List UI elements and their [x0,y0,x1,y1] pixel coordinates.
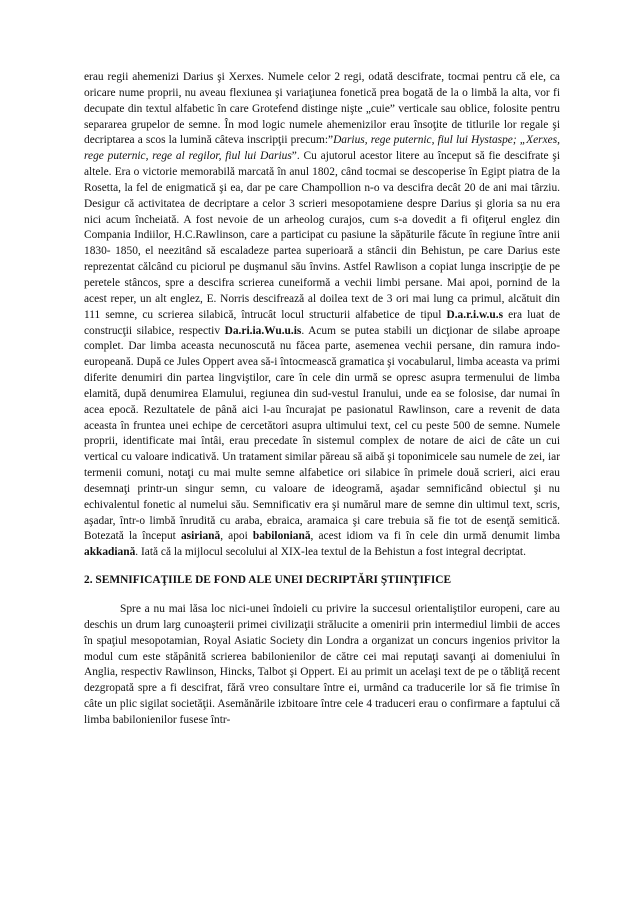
paragraph-text: . Acum se putea stabili un dicţionar de silabe aproape complet. Dar limba aceasta necunoscută nu făcea parte, asemenea vechii persane, din ramura indo-europeană. După ce Jules Oppert avea să-i întocmească gramatica şi vocabularul, limba aceasta va primi diferite denumiri din partea lingviştilor, care în cele din urmă se opresc asupra termenului de limba elamită, după denumirea Elamului, regiunea din sud-vestul Iranului, unde ea se folosise, dar numai în acea epocă. Rezultatele de până aici l-au încurajat pe pasionatul Rawlinson, care a revenit de data aceasta în fruntea unei echipe de cercetători asupra ultimului text, cel cu peste 500 de semne. Numele proprii, identificate mai întâi, erau precedate în sistemul complex de notare de aici de câte un cui vertical cu valoare indicativă. Un tratament similar păreau să aibă şi toponimicele sau numele de zei, iar termenii comuni, notaţi cu mai multe semne alfabetice ori silabice în primele două scrieri, aici erau desemnaţi printr-un singur semn, cu valoare de ideogramă, aşadar semnificând obiectul şi nu echivalentul fonetic al numelui său. Semnificativ era şi numărul mare de semne din ultimul text, scris, aşadar, într-o limbă înrudită cu araba, ebraica, aramaica şi care trebuia să fie tot de esenţă semitică. Botezată la început [84,324,560,543]
bold-term-akkadiana: akkadiană [84,546,136,559]
bold-term-babiloniana: babiloniană [252,530,311,543]
paragraph-royal-asiatic-society: Spre a nu mai lăsa loc nici-unei îndoieli cu privire la succesul orientaliştilor europeni, care au deschis un drum larg cunoaşterii primei civilizaţii strălucite a omenirii prin intermediul limbii de acces în spaţiul mesopotamian, Royal Asiatic Society din Londra a organizat un concurs ingenios privitor la modul cum este stăpânită scrierea babilonienilor de către cei mai reputaţi savanţi ai domeniului în Anglia, respectiv Rawlinson, Hincks, Talbot şi Oppert. Ei au primit un acelaşi text de pe o tăbliţă recent dezgropată spre a fi descifrat, fără vreo consultare între ei, urmând ca traducerile lor să fie trimise în câte un plic sigilat societăţii. Asemănările izbitoare între cele 4 traduceri erau o confirmare a faptului că limba babilonienilor fusese într- [84,603,560,726]
paragraph-text: ”. Cu ajutorul acestor litere au început să fie descifrate şi altele. Era o victorie memorabilă marcată în anul 1802, când tocmai se descoperise în Egipt piatra de la Rosetta, la fel de enigmatică şi ea, dar pe care Champollion n-o va descifra decât 20 de ani mai târziu. Desigur că activitatea de decriptare a celor 3 scrieri mesopotamiene despre Darius şi gloria sa nu era nici acum încheiată. A fost nevoie de un arheolog curajos, cum s-a dovedit a fi ofiţerul englez din Compania Indiilor, H.C.Rawlinson, care a participat cu pasiune la săpăturile făcute în regiune între anii 1830- 1850, el neezitând să escaladeze partea superioară a stâncii din Behistun, pe care Darius este reprezentat călcând cu piciorul pe duşmanul său învins. Astfel Rawlison a copiat lunga inscripţie de pe peretele stâncos, spre a descifra scrierea cuneiformă a vechii limbi persane. Mai apoi, pornind de la acest reper, un alt englez, E. Norris descifrează al doilea text de 3 ori mai lung ca primul, alcătuit din 111 semne, cu scrierea silabică, întrucât locul structurii alfabetice de tipul [84,150,560,321]
bold-term-syllabic: Da.ri.ia.Wu.u.is [224,324,302,337]
quoted-inscription: Darius, rege puternic, fiul lui Hystaspe; „Xerxes, rege puternic, rege al regilor, fiul lui Darius [84,134,560,163]
paragraph-text: , acest idiom va fi în cele din urmă denumit limba [310,530,561,543]
bold-term-alphabetic: D.a.r.i.w.u.s [446,308,504,321]
paragraph-behistun-decipherment [84,70,560,561]
paragraph-text: era luat de construcţii silabice, respectiv [84,308,560,337]
paragraph-text: . Iată că la mijlocul secolului al XIX-lea textul de la Behistun a fost integral decriptat. [135,546,526,559]
document-page [84,70,560,729]
bold-term-asiriana: asiriană [180,530,221,543]
section-heading: 2. SEMNIFICAŢIILE DE FOND ALE UNEI DECRIPTĂRI ŞTIINŢIFICE [84,574,452,587]
paragraph-text: erau regii ahemenizi Darius şi Xerxes. Numele celor 2 regi, odată descifrate, tocmai pentru că ele, ca oricare nume proprii, nu aveau flexiunea şi variaţiunea fonetică prea bogată de la o limbă la alta, vor fi decupate din textul alfabetic în care Grotefend distinge nişte „cuie” verticale sau oblice, folosite pentru separarea grupelor de semne. În mod logic numele ahemenizilor erau însoţite de titlurile lor regale şi decriptarea a scos la lumină câteva inscripţii precum:” [84,71,560,147]
paragraph-text: , apoi [220,530,253,543]
